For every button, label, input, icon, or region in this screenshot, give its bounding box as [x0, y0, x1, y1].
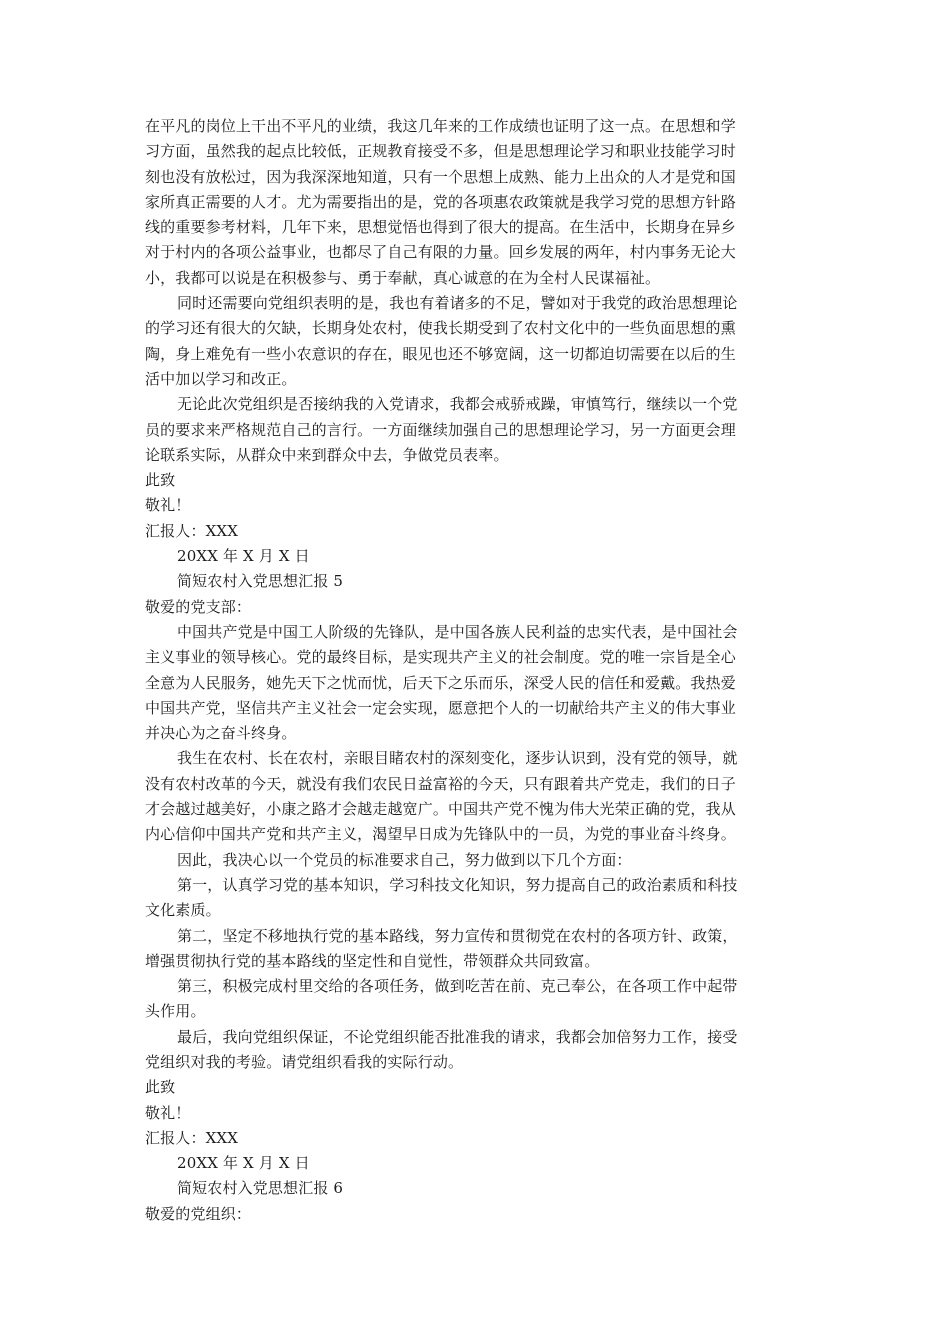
text-line: 汇报人：XXX — [145, 1128, 239, 1147]
paragraph — [145, 1126, 807, 1151]
text-line: 此致 — [145, 471, 176, 490]
text-line: 中国共产党，坚信共产主义社会一定会实现，愿意把个人的一切献给共产主义的伟大事业 — [145, 698, 736, 717]
paragraph — [145, 848, 807, 873]
text-line: 刻也没有放松过，因为我深深地知道，只有一个思想上成熟、能力上出众的人才是党和国 — [145, 167, 736, 186]
paragraph — [145, 620, 807, 746]
paragraph — [145, 746, 807, 847]
text-line: 20XX 年 X 月 X 日 — [177, 1154, 310, 1173]
text-line: 员的要求来严格规范自己的言行。一方面继续加强自己的思想理论学习，另一方面更会理 — [145, 420, 736, 439]
text-line: 主义事业的领导核心。党的最终目标，是实现共产主义的社会制度。党的唯一宗旨是全心 — [145, 648, 736, 667]
text-line: 论联系实际，从群众中来到群众中去，争做党员表率。 — [145, 445, 509, 464]
text-line: 内心信仰中国共产党和共产主义，渴望早日成为先锋队中的一员，为党的事业奋斗终身。 — [145, 825, 736, 844]
document-body — [145, 114, 807, 1227]
paragraph — [145, 569, 807, 594]
text-line: 没有农村改革的今天，就没有我们农民日益富裕的今天，只有跟着共产党走，我们的日子 — [145, 774, 736, 793]
text-line: 对于村内的各项公益事业，也都尽了自己有限的力量。回乡发展的两年，村内事务无论大 — [145, 243, 736, 262]
text-line: 敬爱的党组织： — [145, 1204, 252, 1223]
text-line: 同时还需要向党组织表明的是，我也有着诸多的不足，譬如对于我党的政治思想理论 — [177, 294, 738, 313]
text-line: 并决心为之奋斗终身。 — [145, 724, 297, 743]
paragraph — [145, 924, 807, 975]
text-line: 因此，我决心以一个党员的标准要求自己，努力做到以下几个方面： — [177, 850, 632, 869]
text-line: 第二，坚定不移地执行党的基本路线，努力宣传和贯彻党在农村的各项方针、政策， — [177, 926, 738, 945]
text-line: 中国共产党是中国工人阶级的先锋队，是中国各族人民利益的忠实代表，是中国社会 — [177, 622, 738, 641]
paragraph — [145, 1176, 807, 1201]
text-line: 习方面，虽然我的起点比较低，正规教育接受不多，但是思想理论学习和职业技能学习时 — [145, 142, 736, 161]
paragraph — [145, 291, 807, 392]
paragraph — [145, 873, 807, 924]
text-line: 的学习还有很大的欠缺，长期身处农村，使我长期受到了农村文化中的一些负面思想的熏 — [145, 319, 736, 338]
paragraph — [145, 1202, 807, 1227]
text-line: 党组织对我的考验。请党组织看我的实际行动。 — [145, 1052, 464, 1071]
document-page — [145, 114, 807, 1227]
text-line: 此致 — [145, 1078, 176, 1097]
text-line: 简短农村入党思想汇报 6 — [177, 1179, 344, 1198]
text-line: 全意为人民服务，她先天下之忧而忧，后天下之乐而乐，深受人民的信任和爱戴。我热爱 — [145, 673, 736, 692]
text-line: 无论此次党组织是否接纳我的入党请求，我都会戒骄戒躁，审慎笃行，继续以一个党 — [177, 395, 738, 414]
paragraph — [145, 392, 807, 468]
text-line: 我生在农村、长在农村，亲眼目睹农村的深刻变化，逐步认识到，没有党的领导，就 — [177, 749, 738, 768]
text-line: 头作用。 — [145, 1002, 206, 1021]
text-line: 家所真正需要的人才。尤为需要指出的是，党的各项惠农政策就是我学习党的思想方针路 — [145, 192, 736, 211]
text-line: 文化素质。 — [145, 901, 221, 920]
text-line: 线的重要参考材料，几年下来，思想觉悟也得到了很大的提高。在生活中，长期身在异乡 — [145, 218, 736, 237]
paragraph — [145, 1151, 807, 1176]
text-line: 增强贯彻执行党的基本路线的坚定性和自觉性，带领群众共同致富。 — [145, 951, 600, 970]
text-line: 20XX 年 X 月 X 日 — [177, 547, 310, 566]
text-line: 第三，积极完成村里交给的各项任务，做到吃苦在前、克己奉公，在各项工作中起带 — [177, 977, 738, 996]
text-line: 最后，我向党组织保证，不论党组织能否批准我的请求，我都会加倍努力工作，接受 — [177, 1027, 738, 1046]
text-line: 第一，认真学习党的基本知识，学习科技文化知识，努力提高自己的政治素质和科技 — [177, 875, 738, 894]
paragraph — [145, 544, 807, 569]
paragraph — [145, 1025, 807, 1076]
paragraph — [145, 493, 807, 518]
paragraph — [145, 1101, 807, 1126]
text-line: 小，我都可以说是在积极参与、勇于奉献，真心诚意的在为全村人民谋福祉。 — [145, 268, 661, 287]
paragraph — [145, 1075, 807, 1100]
text-line: 汇报人：XXX — [145, 521, 239, 540]
paragraph — [145, 519, 807, 544]
paragraph — [145, 114, 807, 291]
paragraph — [145, 974, 807, 1025]
text-line: 敬礼！ — [145, 1103, 191, 1122]
text-line: 敬爱的党支部： — [145, 597, 252, 616]
paragraph — [145, 468, 807, 493]
text-line: 在平凡的岗位上干出不平凡的业绩，我这几年来的工作成绩也证明了这一点。在思想和学 — [145, 117, 736, 135]
text-line: 敬礼！ — [145, 496, 191, 515]
text-line: 简短农村入党思想汇报 5 — [177, 572, 344, 591]
paragraph — [145, 595, 807, 620]
text-line: 陶，身上难免有一些小农意识的存在，眼见也还不够宽阔，这一切都迫切需要在以后的生 — [145, 344, 736, 363]
text-line: 才会越过越美好，小康之路才会越走越宽广。中国共产党不愧为伟大光荣正确的党，我从 — [145, 800, 736, 819]
text-line: 活中加以学习和改正。 — [145, 369, 297, 388]
